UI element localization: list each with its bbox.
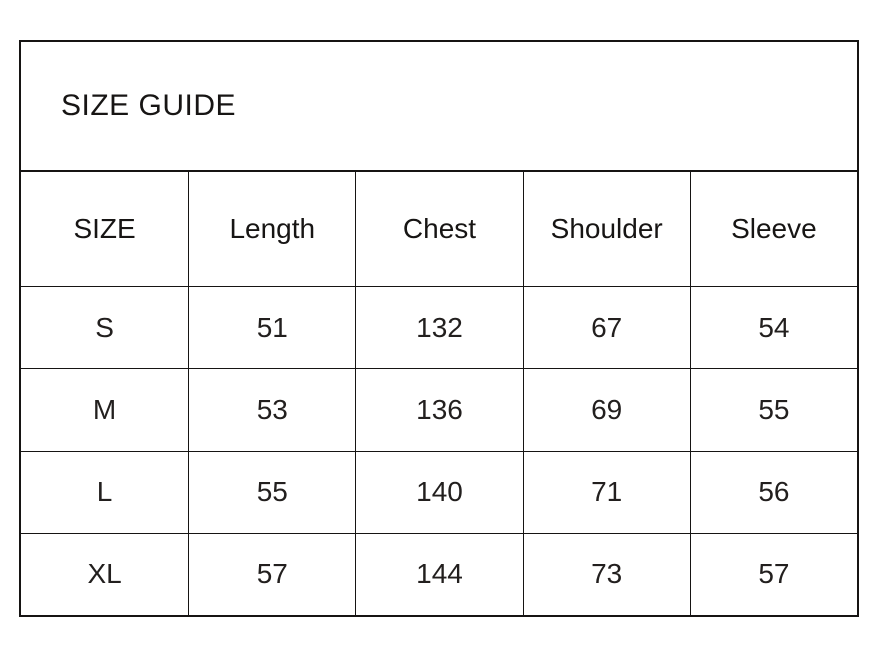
table-cell: 53	[188, 368, 355, 450]
table-cell: 136	[355, 368, 522, 450]
table-cell: 51	[188, 286, 355, 368]
size-label-cell: M	[21, 368, 188, 450]
table-cell: 57	[690, 533, 857, 615]
size-label-cell: XL	[21, 533, 188, 615]
table-cell: 55	[690, 368, 857, 450]
column-header-length: Length	[188, 172, 355, 286]
size-guide-table	[19, 40, 859, 617]
table-cell: 56	[690, 451, 857, 533]
column-header-chest: Chest	[355, 172, 522, 286]
size-guide-title: SIZE GUIDE	[61, 89, 237, 122]
table-cell: 67	[523, 286, 690, 368]
table-cell: 140	[355, 451, 522, 533]
table-cell: 54	[690, 286, 857, 368]
table-cell: 69	[523, 368, 690, 450]
table-cell: 55	[188, 451, 355, 533]
table-cell: 71	[523, 451, 690, 533]
table-cell: 57	[188, 533, 355, 615]
size-guide-grid	[21, 172, 857, 615]
column-header-sleeve: Sleeve	[690, 172, 857, 286]
table-cell: 144	[355, 533, 522, 615]
column-header-shoulder: Shoulder	[523, 172, 690, 286]
column-header-size: SIZE	[73, 213, 136, 244]
size-label-cell: S	[21, 286, 188, 368]
size-label-cell: L	[21, 451, 188, 533]
table-cell: 73	[523, 533, 690, 615]
table-cell: 132	[355, 286, 522, 368]
size-guide-title-row	[21, 42, 857, 172]
